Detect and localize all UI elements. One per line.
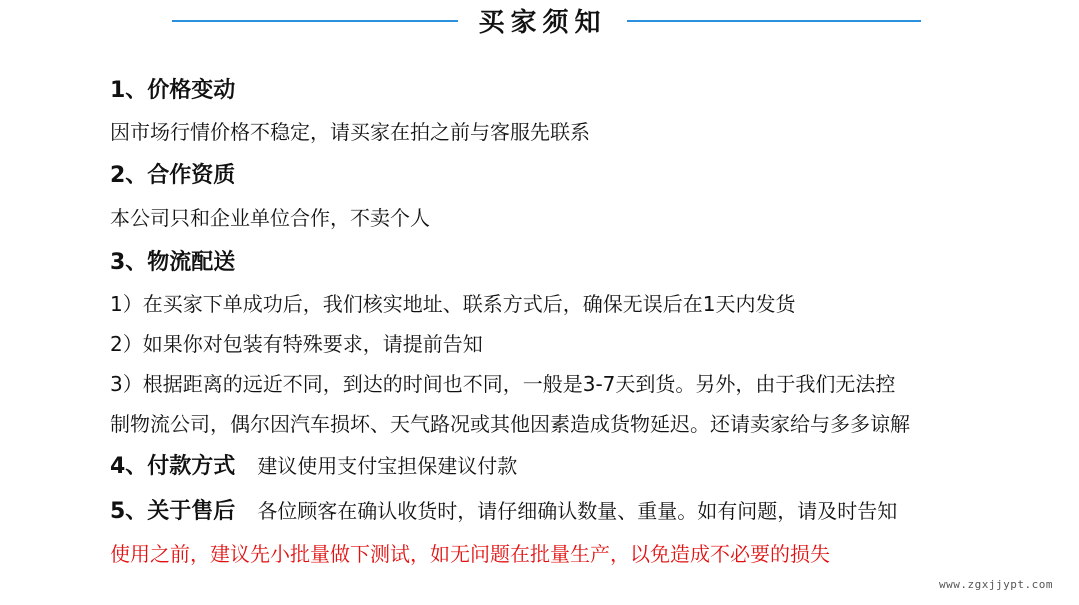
section-text-after-sales: 各位顾客在确认收货时，请仔细确认数量、重量。如有问题，请及时告知 [257,499,898,523]
section-text-payment: 建议使用支付宝担保建议付款 [257,454,518,478]
header-divider-right [627,20,921,22]
logistics-line-1: 1）在买家下单成功后，我们核实地址、联系方式后，确保无误后在1天内发货 [110,292,796,316]
page-title: 买家须知 [478,8,607,38]
section-heading-qualification: 2、合作资质 [110,163,236,188]
usage-note: 使用之前，建议先小批量做下测试，如无问题在批量生产，以免造成不必要的损失 [110,542,830,566]
section-payment [110,451,517,482]
site-watermark: www.zgxjjypt.com [939,578,1053,591]
logistics-line-3: 3）根据距离的远近不同，到达的时间也不同，一般是3-7天到货。另外，由于我们无法控 [110,372,896,396]
section-heading-after-sales: 5、关于售后 [110,499,236,524]
header-divider-left [172,20,458,22]
section-text-qualification: 本公司只和企业单位合作，不卖个人 [110,206,430,230]
section-after-sales [110,496,897,527]
logistics-line-2: 2）如果你对包装有特殊要求，请提前告知 [110,332,483,356]
section-heading-payment: 4、付款方式 [110,454,236,479]
logistics-line-4: 制物流公司，偶尔因汽车损坏、天气路况或其他因素造成货物延迟。还请卖家给与多多谅解 [110,412,910,436]
section-heading-price: 1、价格变动 [110,78,236,103]
section-text-price: 因市场行情价格不稳定，请买家在拍之前与客服先联系 [110,120,590,144]
section-heading-logistics: 3、物流配送 [110,250,236,275]
